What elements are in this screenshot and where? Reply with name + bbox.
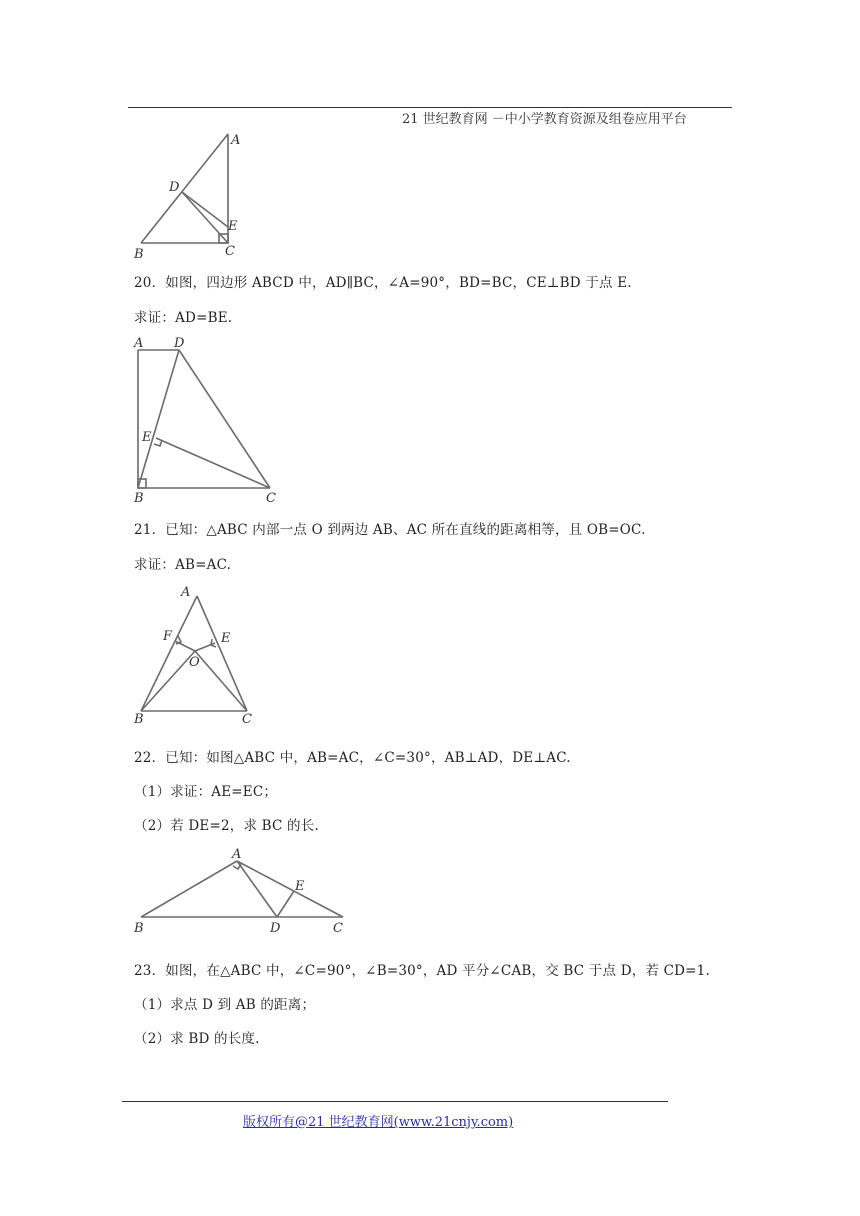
fig21-label-O: O xyxy=(189,655,200,670)
q22-part1: （1）求证：AE=EC； xyxy=(134,784,278,800)
q23-stem: 23．如图，在△ABC 中，∠C=90°，∠B=30°，AD 平分∠CAB，交 BC 于点 D，若 CD=1. xyxy=(134,963,710,979)
footer-copyright-link[interactable]: 版权所有@21 世纪教育网(www.21cnjy.com) xyxy=(243,1115,514,1130)
fig19-label-E: E xyxy=(228,219,238,234)
fig22-label-D: D xyxy=(270,921,281,936)
fig22-label-C: C xyxy=(333,921,343,936)
fig21-label-B: B xyxy=(134,712,144,727)
q22-stem: 22．已知：如图△ABC 中，AB=AC，∠C=30°，AB⊥AD，DE⊥AC. xyxy=(134,750,571,766)
figure-22-lines xyxy=(141,861,343,917)
fig19-label-A: A xyxy=(231,133,241,148)
fig22-label-B: B xyxy=(134,921,144,936)
fig21-label-A: A xyxy=(181,585,191,600)
fig19-label-C: C xyxy=(225,244,235,259)
q20-prove: 求证：AD=BE. xyxy=(134,310,233,326)
fig20-label-A: A xyxy=(134,336,144,351)
fig20-label-E: E xyxy=(142,430,152,445)
q23-part1: （1）求点 D 到 AB 的距离； xyxy=(134,997,316,1013)
q21-stem: 21．已知：△ABC 内部一点 O 到两边 AB、AC 所在直线的距离相等，且 OB=OC. xyxy=(134,522,646,538)
fig20-label-C: C xyxy=(266,491,276,506)
fig20-label-D: D xyxy=(174,336,185,351)
q20-stem: 20．如图，四边形 ABCD 中，AD∥BC，∠A=90°，BD=BC，CE⊥BD 于点 E. xyxy=(134,275,632,291)
fig19-label-D: D xyxy=(169,180,180,195)
footer-rule xyxy=(122,1101,668,1102)
fig22-label-E: E xyxy=(295,879,305,894)
q23-part2: （2）求 BD 的长度. xyxy=(134,1031,260,1047)
fig20-label-B: B xyxy=(134,491,144,506)
header-site-text: 21 世纪教育网 －中小学教育资源及组卷应用平台 xyxy=(402,112,687,127)
q21-prove: 求证：AB=AC. xyxy=(134,557,232,573)
fig21-label-E: E xyxy=(221,631,231,646)
fig21-label-C: C xyxy=(242,712,252,727)
fig22-label-A: A xyxy=(232,847,242,862)
fig21-label-F: F xyxy=(163,629,173,644)
fig19-label-B: B xyxy=(134,247,144,262)
q22-part2: （2）若 DE=2，求 BC 的长. xyxy=(134,818,319,834)
